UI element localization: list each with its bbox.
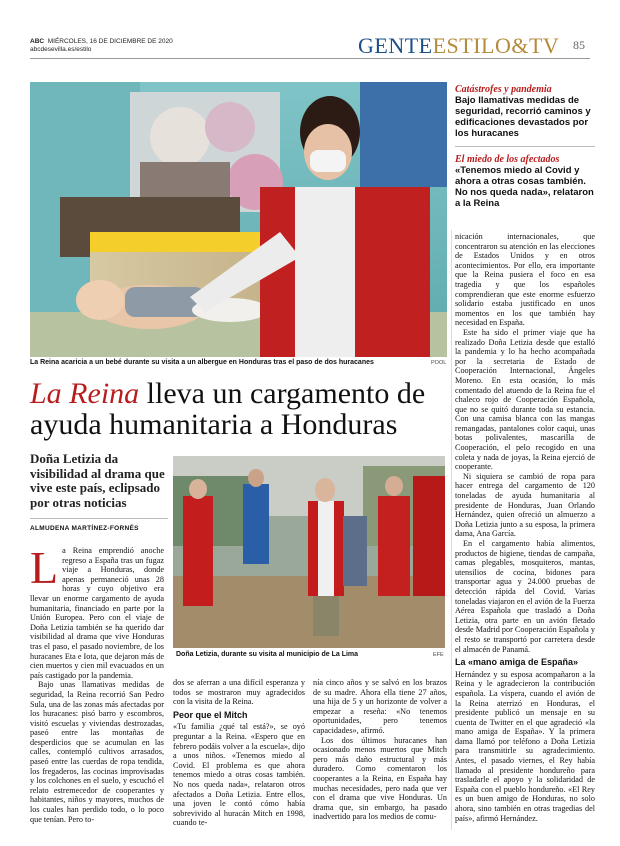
photo-mid-credit: EFE [433,652,444,658]
column-divider [451,230,452,830]
photo-la-lima [173,456,445,648]
col2-p2: «Tu familia ¿qué tal está?», se oyó preguntar a la Reina. «Espero que en febrero podáis volver a la escuela», dijo a unos niños. «Tenemos miedo al Covid. El problema es que ahora tenemos miedo a otras cosas también. No nos queda nada», relataron otros afectados a Doña Letizia. Entre ellos, una joven le contó cómo había sobrevivido al huracán Mitch en 1998, cuando te- [173,722,305,828]
col2-subheading: Peor que el Mitch [173,709,248,720]
col-right-p1: nicación internacionales, que concentraron su atención en las elecciones de Estados Unidos y en otros acontecimientos. Por ello, era importante que la Reina pusiera el foco en esa tragedia y que los españoles comprendieran que este enorme esfuerzo solidario estaba justificado en unos momentos en los que también hay necesidad en España. [455,232,595,328]
col-right-p2: Este ha sido el primer viaje que ha realizado Doña Letizia desde que estalló la pandemia y lo ha hecho acompañada por la secretaria de Estado de Cooperación Internacional, Ángeles Moreno. En esta ocasión, lo más comentado del atuendo de la Reina fue el chaleco rojo de Cooperación Española, que no se quitó durante toda su estancia. Con una camisa blanca con las mangas remangadas, pantalones color caqui, unas botas polivalentes, mascarilla de Cooperación, el pelo recogido en una coleta y nada de joyas, la Reina ejerció de cooperante. [455,327,595,472]
sidebar-divider [455,146,595,147]
header-dateline [30,38,173,54]
photo-mid-caption: Doña Letizia, durante su visita al municipio de La Lima [176,651,359,658]
col1-p1: a Reina emprendió anoche regreso a España tras un fugaz viaje a Honduras, donde apenas permaneció unas 28 horas y cuyo objetivo era llevar un enorme cargamento de ayuda humanitaria, financiado en parte por la Unión Europea. Pero con el viaje de Doña Letizia también se ha querido dar visibilidad al drama que vive Honduras tras el paso, el pasado noviembre, de los huracanes Eta e Iota, que dejaron más de cien muertos y cien mil evacuados en un país castigado por la pandemia. [30,546,164,680]
section-title [358,33,559,59]
col3-p1: nía cinco años y se salvó en los brazos de su madre. Ahora ella tiene 27 años, una hija de 5 y un horizonte de volver a empezar a reseña: «No tenemos oportunidades, pero tenemos capacidades», afirmó. [313,678,447,735]
sidebar-kicker-2: El miedo de los afectados [455,154,560,165]
article-column-2 [173,678,305,828]
article-column-right [455,232,595,823]
page-number: 85 [573,38,585,52]
section-estilo: ESTILO&TV [432,33,560,58]
photo-queen-baby [30,82,447,357]
col3-p2: Los dos últimos huracanes han ocasionado menos muertos que Mitch pero más daño estructural y más duradero. Como comentaron los cooperantes a la Reina, en España hay muchas necesidades, pero nada que ver con el drama que vive Honduras. Un drama que, sin embargo, ha pasado inadvertido para los medios de comu- [313,735,447,822]
headline [30,378,448,440]
edition-url: abcdesevilla.es/estilo [30,46,92,53]
byline: ALMUDENA MARTÍNEZ-FORNÉS [30,525,139,532]
sidebar-text-2: «Tenemos miedo al Covid y ahora a otras cosas también. No nos queda nada», relataron a la Reina [455,165,594,209]
issue-date: MIÉRCOLES, 16 DE DICIEMBRE DE 2020 [47,38,173,45]
article-column-1 [30,542,164,824]
sidebar-highlights [455,84,595,209]
sidebar-kicker-1: Catástrofes y pandemia [455,84,552,95]
photo-la-lima-image [173,456,445,648]
dropcap: L [30,542,59,593]
photo-queen-baby-image [30,82,447,357]
col-right-p4: En el cargamento había alimentos, productos de higiene, tiendas de campaña, camas plegables, mosquiteros, mantas, utensilios de cocina, bidones para transportar agua y 24.000 pruebas de detección rápida del Covid. Varias toneladas viajaron en el avión de la Fuerza Aérea Española que trasladó a Doña Letizia, otra parte en un avión fletado desde Madrid por Cooperación Española y el resto se transportó por carretera desde el almacén de Panamá. [455,539,595,654]
photo-top-caption: La Reina acaricia a un bebé durante su visita a un albergue en Honduras tras el paso de dos huracanes [30,359,374,366]
subheadline: Doña Letizia da visibilidad al drama que vive este país, eclipsado por otras noticias [30,451,165,510]
col2-p1: dos se aferran a una difícil esperanza y todos se mostraron muy agradecidos con la visita de la Reina. [173,678,305,707]
col1-p2: Bajo unas llamativas medidas de seguridad, la Reina recorrió San Pedro Sula, una de las zonas más afectadas por los huracanes: pisó barro y escombros, visitó escuelas y viviendas destrozadas, paseó entre las montañas de desperdicios que se acumulan en las calles, contempló cultivos arrasados, paseó entre las cuerdas de ropa tendida, los fregaderos, las cocinas improvisadas y los colchones en el suelo, y escuchó el relato estremecedor de cooperantes y habitantes, niños y mayores, muchos de los cuales han perdido todo, o lo poco que tenían. Pero to- [30,680,164,824]
headline-line2: ayuda humanitaria a Honduras [30,408,398,441]
headline-emphasis: La Reina [30,377,140,410]
article-column-3 [313,678,447,822]
sidebar-text-1: Bajo llamativas medidas de seguridad, recorrió caminos y edificaciones devastados por los huracanes [455,95,591,139]
paper-name: ABC [30,38,45,45]
subhead-rule [30,518,168,519]
photo-top-credit: POOL [431,360,447,366]
section-gente: GENTE [358,33,433,58]
col-right-subheading: La «mano amiga de España» [455,657,579,668]
headline-rest: lleva un cargamento de [139,377,426,410]
header-rule [30,58,590,59]
col-right-p3: Ni siquiera se cambió de ropa para hacer entrega del cargamento de 120 toneladas de ayuda humanitaria al presidente de Honduras, Juan Orlando Hernández, quien ofreció un almuerzo a Doña Letizia junto a su esposa, la primera dama, Ana García. [455,471,595,539]
col-right-p5: Hernández y su esposa acompañaron a la Reina y le agradecieron la contribución española. La víspera, cuando el avión de la Reina aterrizó en Honduras, el presidente publicó un mensaje en su cuenta de Twitter en el que agradeció «la mano amiga de España». Y la primera dama llamó por teléfono a Doña Letizia para transmitirle su agradecimiento. Antes, el pasado viernes, el Rey había llamado al presidente hondureño para trasladarle el apoyo y la solidaridad de España con el pueblo hondureño. «El Rey es un buen amigo de Honduras, no solo ahora, sino también en otras tragedias del país», afirmó Hernández. [455,669,595,823]
